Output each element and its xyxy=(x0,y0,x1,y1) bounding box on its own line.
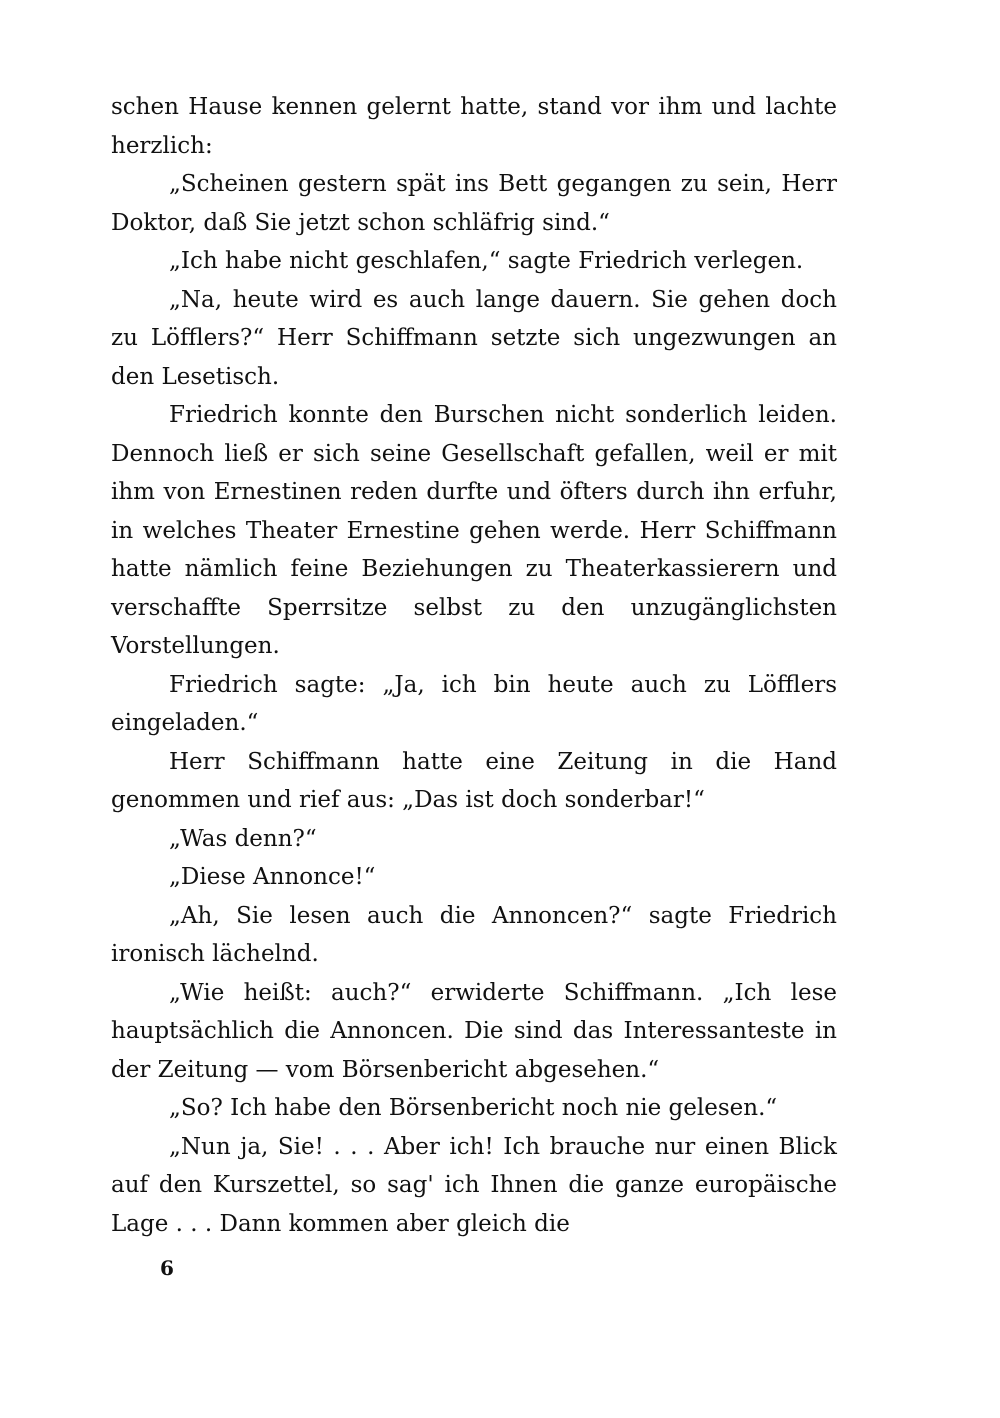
paragraph: schen Hause kennen gelernt hatte, stand vor ihm und lachte herzlich: xyxy=(111,94,837,159)
paragraph: Friedrich konnte den Burschen nicht sonderlich leiden. Dennoch ließ er sich seine Gesellschaft gefallen, weil er mit ihm von Ernestinen reden durfte und öfters durch ihn erfuhr, in welches Theater Ernestine gehen werde. Herr Schiffmann hatte nämlich feine Beziehungen zu Theaterkassierern und verschaffte Sperrsitze selbst zu den unzugänglichsten Vorstellungen. xyxy=(111,402,837,659)
paragraph: „Ich habe nicht geschlafen,“ sagte Friedrich verlegen. xyxy=(169,248,804,274)
paragraph: „So? Ich habe den Börsenbericht noch nie gelesen.“ xyxy=(169,1095,778,1121)
paragraph: Herr Schiffmann hatte eine Zeitung in die Hand genommen und rief aus: „Das ist doch sonderbar!“ xyxy=(111,748,837,813)
paragraph: „Was denn?“ xyxy=(169,825,317,852)
paragraph: Friedrich sagte: „Ja, ich bin heute auch zu Löfflers eingeladen.“ xyxy=(111,671,837,736)
paragraph: „Wie heißt: auch?“ erwiderte Schiffmann. „Ich lese hauptsächlich die Annoncen. Die sind das Interessanteste in der Zeitung — vom Börsenbericht abgesehen.“ xyxy=(111,979,837,1083)
paragraph: „Na, heute wird es auch lange dauern. Sie gehen doch zu Löfflers?“ Herr Schiffmann setzte sich ungezwungen an den Lesetisch. xyxy=(111,286,837,390)
paragraph: „Scheinen gestern spät ins Bett gegangen zu sein, Herr Doktor, daß Sie jetzt schon schläfrig sind.“ xyxy=(111,171,837,236)
paragraph: „Ah, Sie lesen auch die Annoncen?“ sagte Friedrich ironisch lächelnd. xyxy=(111,902,837,967)
paragraph: „Diese Annonce!“ xyxy=(169,864,376,890)
page-number: 6 xyxy=(160,1256,174,1280)
paragraph: „Nun ja, Sie! . . . Aber ich! Ich brauche nur einen Blick auf den Kurszettel, so sag' ich Ihnen die ganze europäische Lage . . . Dann kommen aber gleich die xyxy=(111,1133,837,1237)
body-text xyxy=(111,88,837,1243)
